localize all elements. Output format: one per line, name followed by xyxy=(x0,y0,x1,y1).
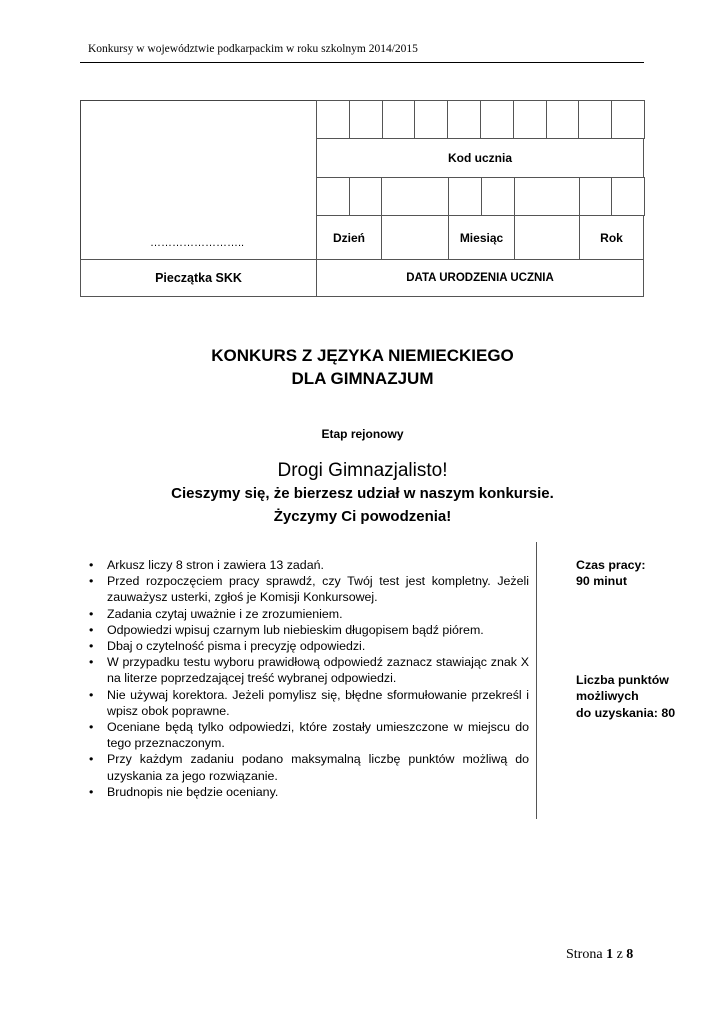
instruction-item: • Oceniane będą tylko odpowiedzi, które zostały umieszczone w miejscu do tego przeznaczonym. xyxy=(83,719,529,751)
birth-date-digit[interactable] xyxy=(381,177,449,216)
instructions-list xyxy=(83,557,529,800)
student-code-digit[interactable] xyxy=(447,100,481,139)
instruction-item: • Arkusz liczy 8 stron i zawiera 13 zadań. xyxy=(83,557,529,573)
instruction-item: • Przy każdym zadaniu podano maksymalną liczbę punktów możliwą do uzyskania za jego rozwiązanie. xyxy=(83,751,529,783)
birth-date-digit[interactable] xyxy=(448,177,482,216)
instruction-item: • Brudnopis nie będzie oceniany. xyxy=(83,784,529,800)
instruction-item: • Nie używaj korektora. Jeżeli pomylisz się, błędne sformułowanie przekreśl i wpisz obok poprawne. xyxy=(83,687,529,719)
birth-date-digit[interactable] xyxy=(481,177,515,216)
student-code-digit[interactable] xyxy=(382,100,416,139)
running-header: Konkursy w województwie podkarpackim w roku szkolnym 2014/2015 xyxy=(88,43,418,55)
time-info xyxy=(576,557,646,590)
birth-date-digit[interactable] xyxy=(579,177,612,216)
month-label: Miesiąc xyxy=(448,215,515,260)
student-code-digit[interactable] xyxy=(546,100,580,139)
student-code-digit[interactable] xyxy=(480,100,514,139)
student-code-label: Kod ucznia xyxy=(316,138,644,178)
points-info xyxy=(576,672,675,721)
student-code-digit[interactable] xyxy=(513,100,547,139)
birth-date-digit[interactable] xyxy=(349,177,382,216)
student-code-digit[interactable] xyxy=(414,100,448,139)
time-label: Czas pracy: xyxy=(576,558,646,572)
stamp-dots: …………………….. xyxy=(150,237,245,249)
instruction-item: • Odpowiedzi wpisuj czarnym lub niebieskim długopisem bądź piórem. xyxy=(83,622,529,638)
stage-label: Etap rejonowy xyxy=(321,427,404,441)
student-code-digit[interactable] xyxy=(611,100,645,139)
page-number: Strona 1 z 8 xyxy=(566,947,634,962)
header-rule xyxy=(80,62,644,63)
greeting-heading: Drogi Gimnazjalisto! xyxy=(277,460,448,481)
instruction-item: • Zadania czytaj uważnie i ze zrozumieniem. xyxy=(83,606,529,622)
stamp-area xyxy=(80,100,317,260)
student-code-digit[interactable] xyxy=(316,100,350,139)
title-line-1: KONKURS Z JĘZYKA NIEMIECKIEGO xyxy=(211,346,514,365)
birth-date-digit[interactable] xyxy=(316,177,350,216)
day-value[interactable] xyxy=(381,215,449,260)
points-label-1: Liczba punktów xyxy=(576,673,669,687)
instruction-item: • Przed rozpoczęciem pracy sprawdź, czy Twój test jest kompletny. Jeżeli zauważysz usterki, zgłoś je Komisji Konkursowej. xyxy=(83,573,529,605)
title-line-2: DLA GIMNAZJUM xyxy=(291,369,434,388)
greeting-line-1: Cieszymy się, że bierzesz udział w naszym konkursie. xyxy=(171,485,554,502)
birth-date-digit[interactable] xyxy=(514,177,580,216)
student-code-digit[interactable] xyxy=(349,100,383,139)
birth-date-digit[interactable] xyxy=(611,177,645,216)
column-divider xyxy=(536,542,537,819)
student-code-digit[interactable] xyxy=(578,100,612,139)
stamp-label: Pieczątka SKK xyxy=(80,259,317,297)
instruction-item: • W przypadku testu wyboru prawidłową odpowiedź zaznacz stawiając znak X na literze poprzedzającej treść wybranej odpowiedzi. xyxy=(83,654,529,686)
month-value[interactable] xyxy=(514,215,580,260)
birth-date-label: DATA URODZENIA UCZNIA xyxy=(316,259,644,297)
year-label: Rok xyxy=(579,215,644,260)
time-value: 90 minut xyxy=(576,574,627,589)
points-label-3: do uzyskania: 80 xyxy=(576,705,676,720)
points-label-2: możliwych xyxy=(576,689,639,704)
greeting-line-2: Życzymy Ci powodzenia! xyxy=(273,508,452,525)
instruction-item: • Dbaj o czytelność pisma i precyzję odpowiedzi. xyxy=(83,638,529,654)
day-label: Dzień xyxy=(316,215,382,260)
